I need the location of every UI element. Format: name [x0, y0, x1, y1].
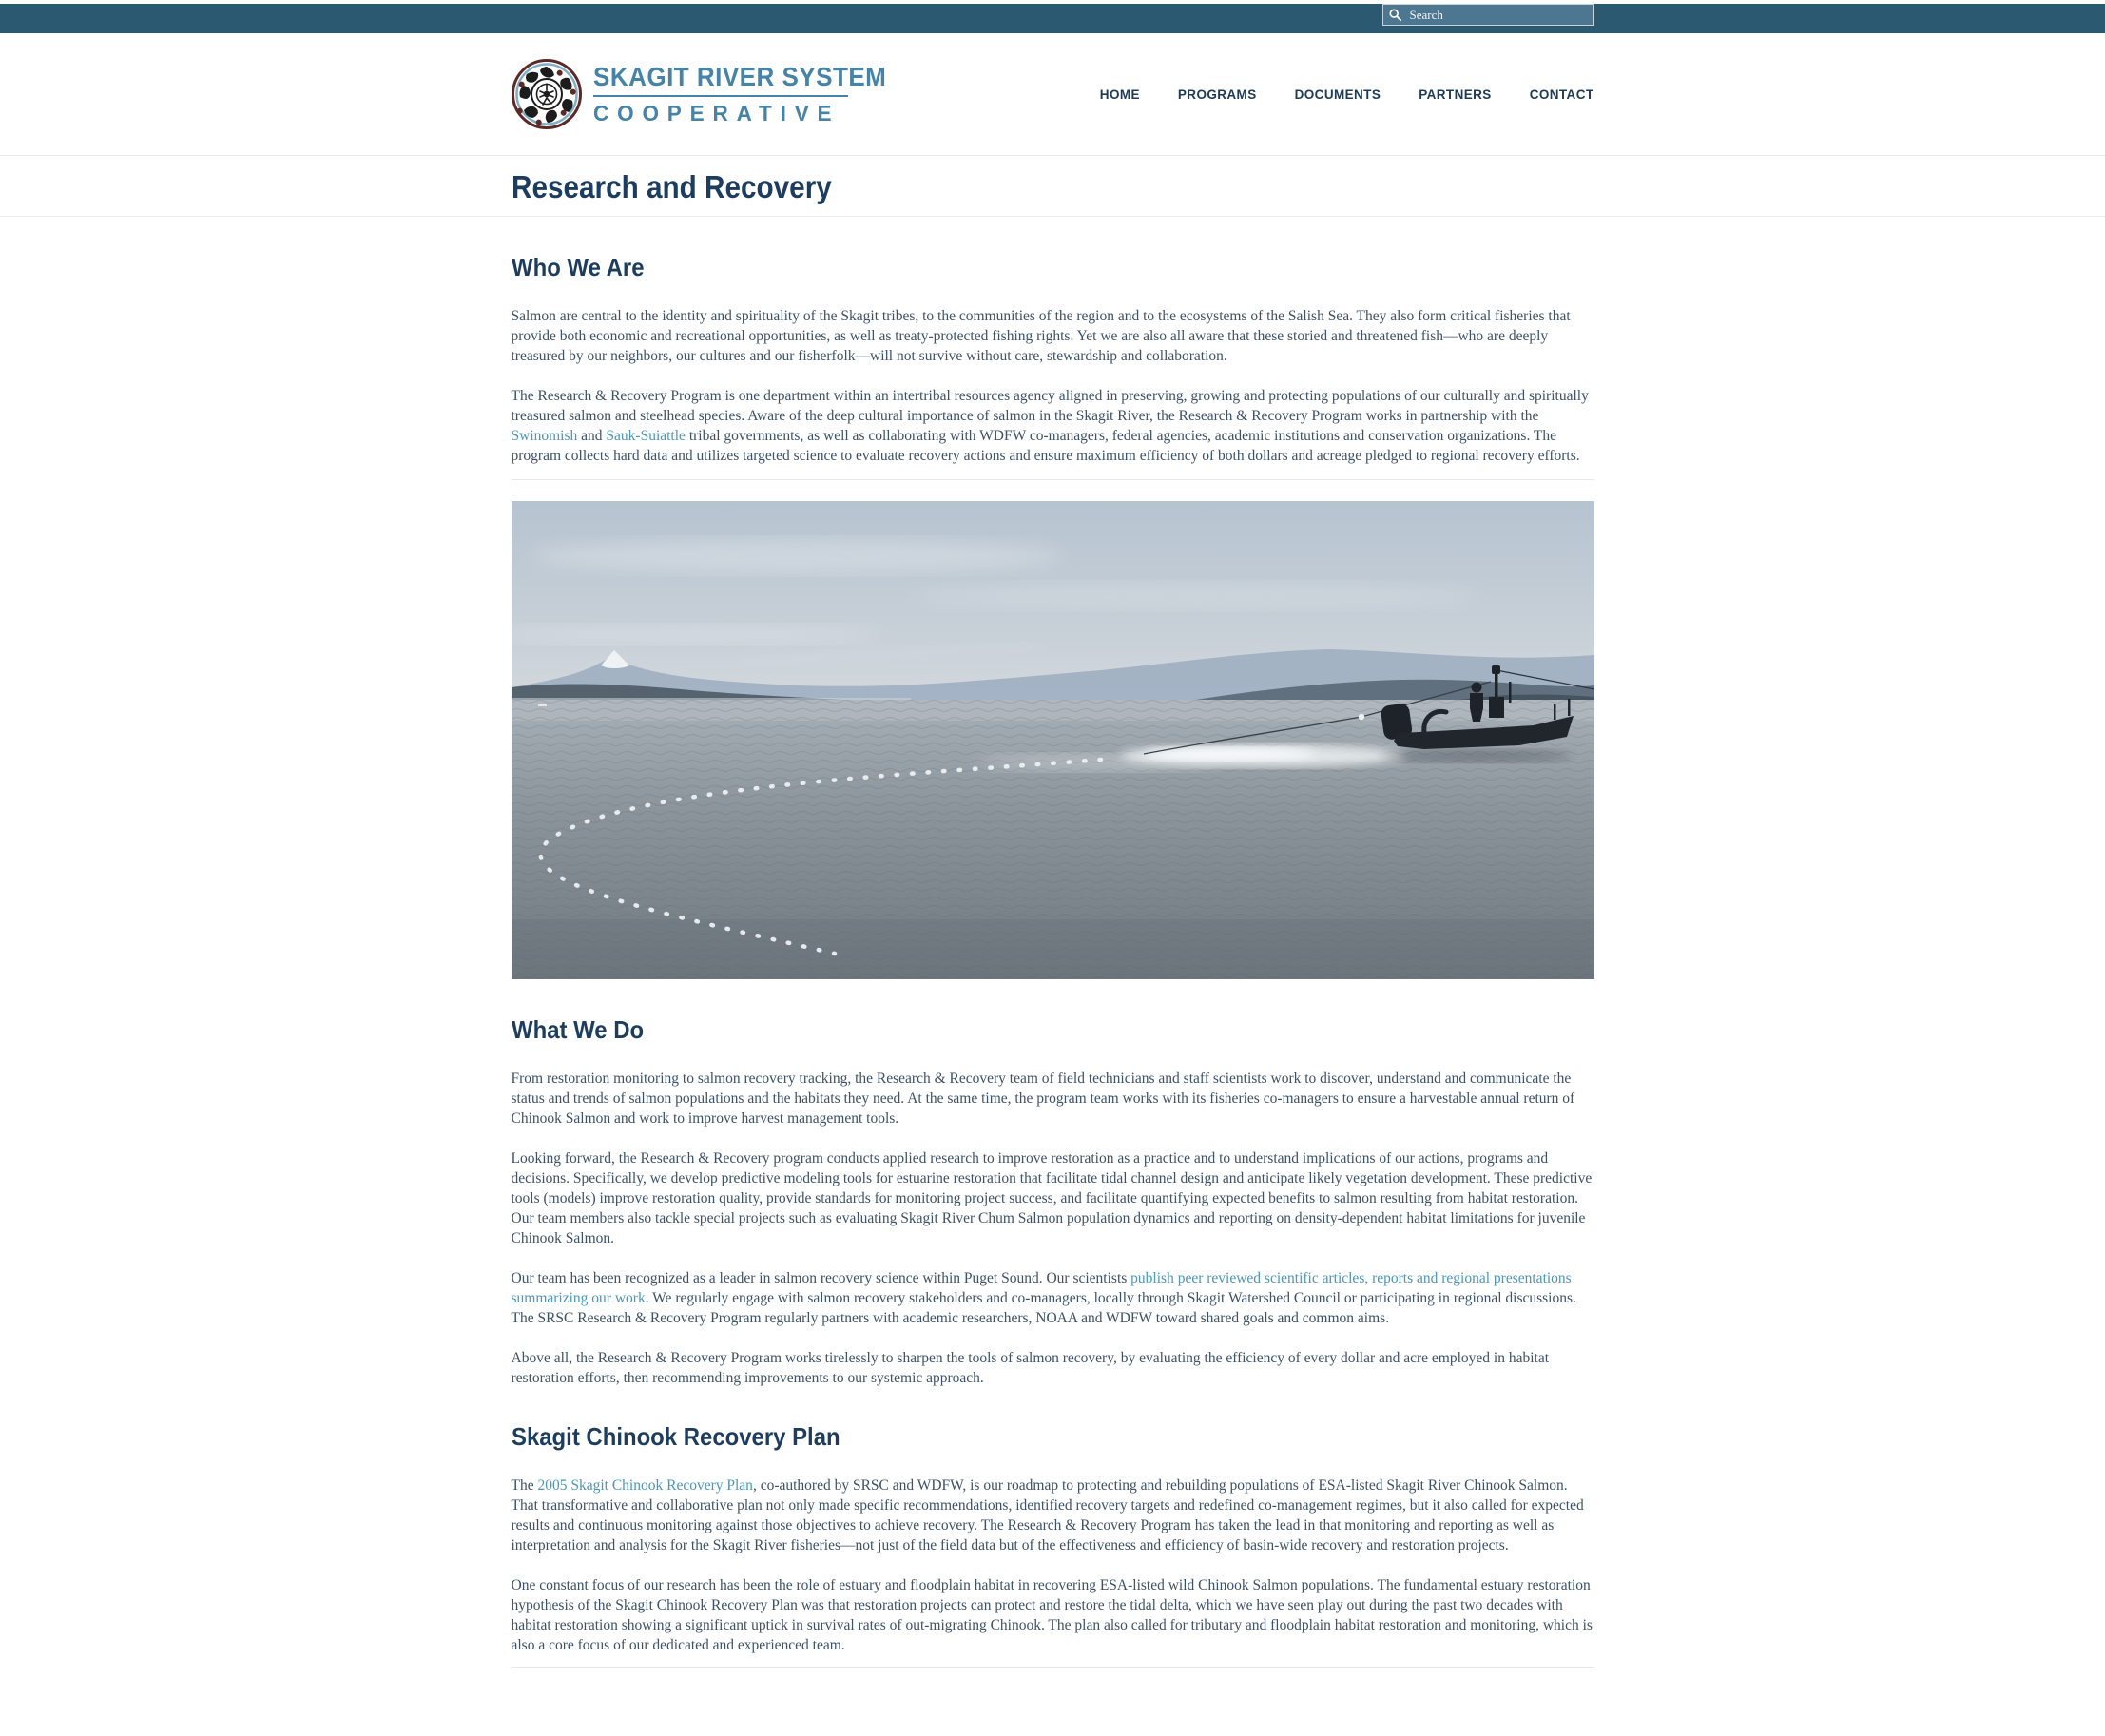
- tribal-medallion-icon: [512, 59, 582, 129]
- paragraph: From restoration monitoring to salmon recovery tracking, the Research & Recovery team of field technicians and staff scientists work to discover, understand and communicate the status and trends of salmon populations and the habitats they need. At the same time, the program team works with its fisheries co-managers to ensure a harvestable annual return of Chinook Salmon and work to improve harvest management tools.: [511, 1071, 1575, 1127]
- section-who-we-are: [512, 253, 1594, 466]
- section-what-we-do: [512, 1015, 1594, 1388]
- research-photo: [512, 501, 1594, 979]
- section-recovery-plan: [512, 1422, 1594, 1655]
- section-heading: Skagit Chinook Recovery Plan: [511, 1422, 840, 1451]
- paragraph: Looking forward, the Research & Recovery program conducts applied research to improve restoration as a practice and to understand implications of our actions, programs and decisions. Specifically, we develop predictive modeling tools for estuarine restoration that facilitate tidal channel design and anticipate likely vegetation development. These predictive tools (models) improve restoration quality, provide standards for monitoring project success, and facilitate quantifying expected benefits to salmon resulting from habitat restoration. Our team members also tackle special projects such as evaluating Skagit River Chum Salmon population dynamics and reporting on density-dependent habitat limitations for juvenile Chinook Salmon.: [511, 1150, 1593, 1246]
- inline-link[interactable]: Swinomish: [511, 428, 578, 444]
- nav-item-partners[interactable]: PARTNERS: [1419, 87, 1492, 102]
- top-bar: [0, 4, 2105, 33]
- paragraph: The Research & Recovery Program is one department within an intertribal resources agency aligned in preserving, growing and protecting populations of our culturally and spiritually treasured salmon and steelhead species. Aware of the deep cultural importance of salmon in the Skagit River, the Research & Recovery Program works in partnership with the Swinomish and Sauk-Suiattle tribal governments, as well as collaborating with WDFW co-managers, federal agencies, academic institutions and conservation organizations. The program collects hard data and utilizes targeted science to evaluate recovery actions and ensure maximum efficiency of both dollars and acreage pledged to regional recovery efforts.: [511, 388, 1589, 464]
- inline-link[interactable]: Sauk-Suiattle: [606, 428, 686, 444]
- section-divider: [512, 479, 1594, 480]
- title-divider: [0, 216, 2105, 217]
- page-title: Research and Recovery: [511, 169, 832, 204]
- paragraph: The 2005 Skagit Chinook Recovery Plan, co-authored by SRSC and WDFW, is our roadmap to protecting and rebuilding populations of ESA-listed Skagit River Chinook Salmon. That transformative and collaborative plan not only made specific recommendations, identified recovery targets and redefined co-management regimes, but it also called for expected results and continuous monitoring against those objectives to achieve recovery. The Research & Recovery Program has taken the lead in that monitoring and reporting as well as interpretation and analysis for the Skagit River fisheries—not just of the field data but of the effectiveness and efficiency of basin-wide recovery and restoration projects.: [511, 1477, 1584, 1553]
- logo-text: [593, 62, 909, 126]
- inline-link[interactable]: 2005 Skagit Chinook Recovery Plan: [537, 1477, 753, 1494]
- nav-item-home[interactable]: HOME: [1099, 87, 1140, 102]
- logo-divider: [593, 95, 848, 97]
- nav-item-contact[interactable]: CONTACT: [1529, 87, 1594, 102]
- logo-line2: COOPERATIVE: [592, 101, 840, 125]
- site-header: [0, 33, 2105, 156]
- section-heading: Who We Are: [511, 253, 645, 281]
- paragraph: Our team has been recognized as a leader in salmon recovery science within Puget Sound. Our scientists publish peer reviewed scientific articles, reports and regional presentations summarizing our work. We regularly engage with salmon recovery stakeholders and co-managers, locally through Skagit Watershed Council or participating in regional discussions. The SRSC Research & Recovery Program regularly partners with academic researchers, NOAA and WDFW toward shared goals and common aims.: [511, 1270, 1576, 1326]
- nav-item-documents[interactable]: DOCUMENTS: [1294, 87, 1381, 102]
- main-nav: [1062, 87, 1594, 102]
- page-main: [0, 170, 2105, 1668]
- search-box[interactable]: [1382, 4, 1594, 26]
- bottom-divider: [512, 1667, 1594, 1668]
- section-heading: What We Do: [511, 1015, 644, 1044]
- logo-line1: SKAGIT RIVER SYSTEM: [592, 62, 886, 91]
- paragraph: One constant focus of our research has been the role of estuary and floodplain habitat in recovering ESA-listed wild Chinook Salmon populations. The fundamental estuary restoration hypothesis of the Skagit Chinook Recovery Plan was that restoration projects can protect and restore the tidal delta, which we have seen play out during the past two decades with habitat restoration showing a significant uptick in survival rates of out-migrating Chinook. The plan also called for tributary and floodplain habitat restoration and monitoring, which is also a core focus of our dedicated and experienced team.: [511, 1577, 1593, 1653]
- site-logo[interactable]: [512, 59, 909, 129]
- nav-item-programs[interactable]: PROGRAMS: [1177, 87, 1257, 102]
- search-input[interactable]: [1408, 7, 1588, 24]
- paragraph: Salmon are central to the identity and spirituality of the Skagit tribes, to the communities of the region and to the ecosystems of the Salish Sea. They also form critical fisheries that provide both economic and recreational opportunities, as well as treaty-protected fishing rights. Yet we are also all aware that these storied and threatened fish—who are deeply treasured by our neighbors, our cultures and our fisherfolk—will not survive without care, stewardship and collaboration.: [511, 308, 1571, 364]
- paragraph: Above all, the Research & Recovery Program works tirelessly to sharpen the tools of salmon recovery, by evaluating the efficiency of every dollar and acre employed in habitat restoration efforts, then recommending improvements to our systemic approach.: [511, 1350, 1550, 1386]
- magnifier-icon: [1389, 9, 1401, 21]
- inline-link[interactable]: publish peer reviewed scientific articles, reports and regional presentations summarizing our work: [511, 1270, 1572, 1306]
